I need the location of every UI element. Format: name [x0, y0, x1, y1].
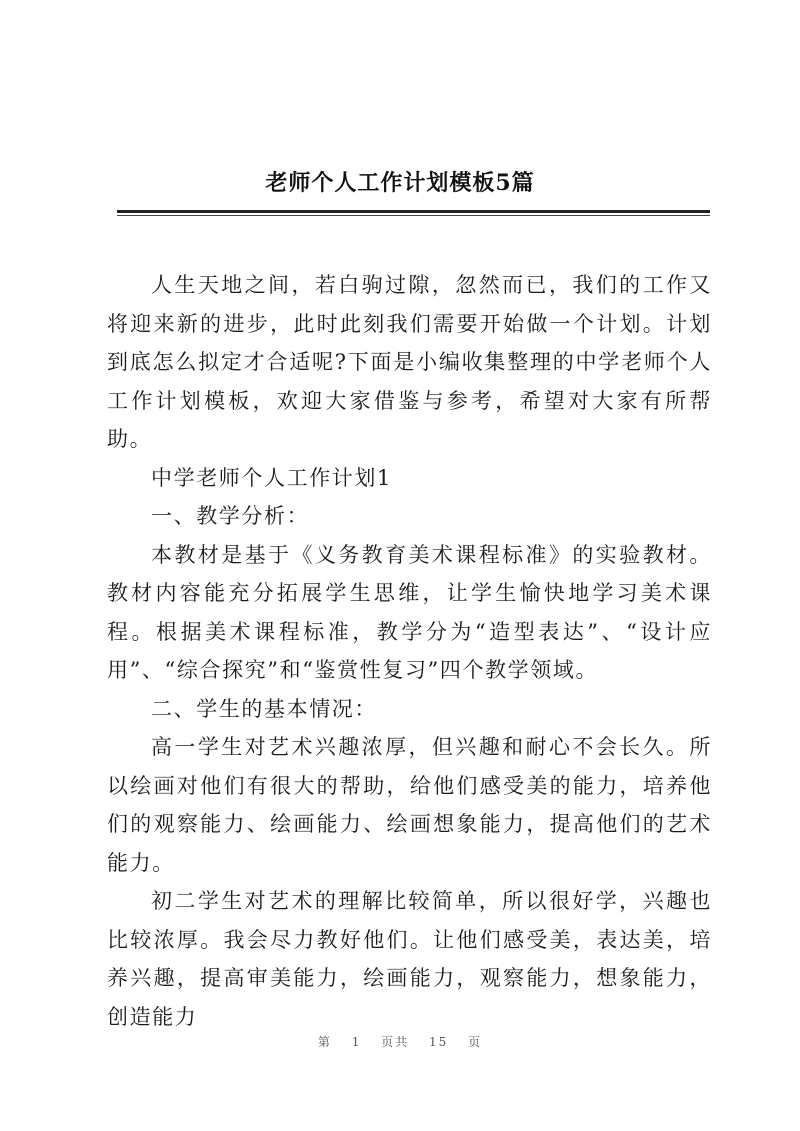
- title-divider: [117, 210, 710, 213]
- section-heading-student-situation: 二、学生的基本情况：: [151, 696, 377, 721]
- document-body: [107, 266, 712, 1036]
- title-divider-thin: [117, 215, 710, 216]
- section-heading-teaching-analysis: 一、教学分析：: [151, 504, 310, 528]
- paragraph-grade-ten: 高一学生对艺术兴趣浓厚，但兴趣和耐心不会长久。所以绘画对他们有很大的帮助，给他们感受美的能力，培养他们的观察能力、绘画能力、绘画想象能力，提高他们的艺术能力。: [107, 735, 712, 875]
- footer-total-pages: 15: [429, 1035, 449, 1049]
- footer-prefix: 第: [317, 1035, 332, 1049]
- document-title: 老师个人工作计划模板5篇: [265, 170, 535, 196]
- page-footer: [0, 1033, 800, 1050]
- paragraph-intro: 人生天地之间，若白驹过隙，忽然而已，我们的工作又将迎来新的进步，此时此刻我们需要开始做一个计划。计划到底怎么拟定才合适呢?下面是小编收集整理的中学老师个人工作计划模板，欢迎大家借鉴与参考，希望对大家有所帮助。: [107, 273, 712, 451]
- footer-middle: 页共: [381, 1035, 410, 1049]
- section-heading-plan-1: 中学老师个人工作计划1: [151, 465, 392, 490]
- footer-page-number: 1: [351, 1035, 362, 1049]
- footer-suffix: 页: [468, 1035, 483, 1049]
- paragraph-teaching-analysis: 本教材是基于《义务教育美术课程标准》的实验教材。教材内容能充分拓展学生思维，让学生愉快地学习美术课程。根据美术课程标准，教学分为“造型表达”、“设计应用”、“综合探究”和“鉴赏性复习”四个教学领域。: [107, 542, 712, 682]
- paragraph-grade-eight: 初二学生对艺术的理解比较简单，所以很好学，兴趣也比较浓厚。我会尽力教好他们。让他们感受美，表达美，培养兴趣，提高审美能力，绘画能力，观察能力，想象能力，创造能力: [107, 889, 712, 1029]
